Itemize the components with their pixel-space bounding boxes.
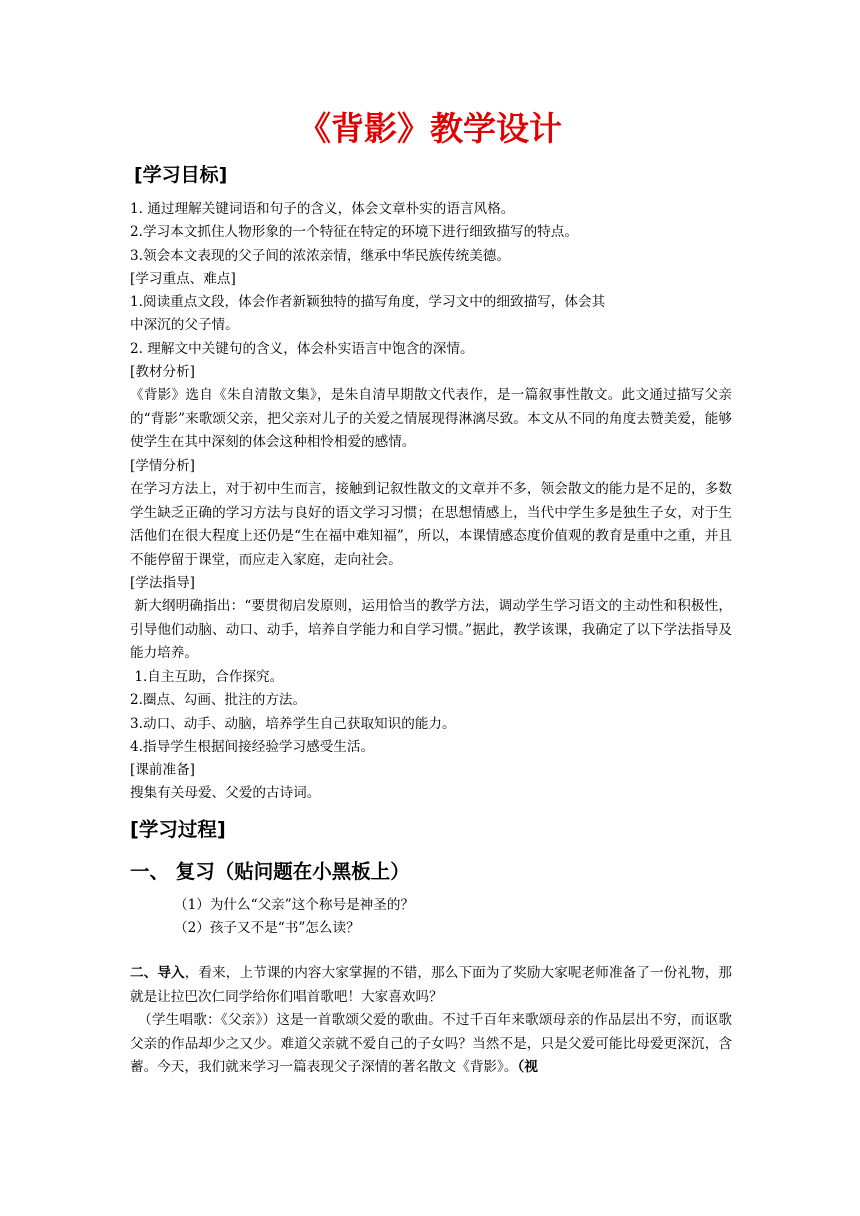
- key-point-item: 1.阅读重点文段，体会作者新颖独特的描写角度，学习文中的细致描写，体会其: [130, 294, 606, 311]
- prep-text: 搜集有关母爱、父爱的古诗词。: [130, 785, 321, 802]
- method-item: 4.指导学生根据间接经验学习感受生活。: [130, 738, 375, 755]
- goals-heading: [学习目标]: [134, 164, 228, 186]
- prep-heading: [课前准备]: [130, 762, 195, 779]
- material-heading: [教材分析]: [130, 364, 195, 381]
- song-paragraph: [130, 1009, 732, 1080]
- goal-item: 3.领会本文表现的父子间的浓浓亲情，继承中华民族传统美德。: [130, 247, 510, 264]
- document-body: [130, 162, 732, 1080]
- key-point-item-cont: 中深沉的父子情。: [130, 317, 239, 334]
- students-heading: [学情分析]: [130, 457, 195, 474]
- material-text: 《背影》选自《朱自清散文集》，是朱自清早期散文代表作，是一篇叙事性散文。此文通过描写父亲的“背影”来歌颂父亲，把父亲对儿子的关爱之情展现得淋漓尽致。本文从不同的角度去赞美爱，能够使学生在其中深刻的体会这种相怜相爱的感情。: [130, 387, 732, 451]
- method-item: 2.圈点、勾画、批注的方法。: [130, 692, 307, 709]
- review-question: （2）孩子又不是“书”怎么读？: [174, 920, 360, 937]
- process-heading: [学习过程]: [130, 817, 226, 841]
- goal-item: 2.学习本文抓住人物形象的一个特征在特定的环境下进行细致描写的特点。: [130, 224, 578, 241]
- song-tail: （视: [517, 1059, 538, 1076]
- review-question: （1）为什么“父亲”这个称号是神圣的？: [174, 896, 415, 913]
- page-title: 《背影》教学设计: [298, 109, 562, 148]
- key-point-item: 2. 理解文中关键句的含义，体会朴实语言中饱含的深情。: [130, 340, 474, 357]
- method-text: 新大纲明确指出：“要贯彻启发原则，运用恰当的教学方法，调动学生学习语文的主动性和积极性，引导他们动脑、动口、动手，培养自学能力和自学习惯。”据此，教学该课，我确定了以下学法指导及能力培养。: [130, 598, 732, 662]
- intro-label: 二、导入: [130, 965, 185, 982]
- method-heading: [学法指导]: [130, 575, 195, 592]
- students-text: 在学习方法上，对于初中生而言，接触到记叙性散文的文章并不多，领会散文的能力是不足的，多数学生缺乏正确的学习方法与良好的语文学习习惯；在思想情感上，当代中学生多是独生子女，对于生活他们在很大程度上还仍是“生在福中难知福”，所以，本课情感态度价值观的教育是重中之重，并且不能停留于课堂，而应走入家庭，走向社会。: [130, 481, 732, 568]
- key-points-heading: [学习重点、难点]: [130, 270, 236, 287]
- song-text: （学生唱歌：《父亲》）这是一首歌颂父爱的歌曲。不过千百年来歌颂母亲的作品层出不穷，而讴歌父亲的作品却少之又少。难道父亲就不爱自己的子女吗？当然不是，只是父爱可能比母爱更深沉，含蓄。今天，我们就来学习一篇表现父子深情的著名散文《背影》。: [130, 1012, 732, 1076]
- intro-paragraph: [130, 962, 732, 1009]
- intro-text: ，看来，上节课的内容大家掌握的不错，那么下面为了奖励大家呢老师准备了一份礼物，那就是让拉巴次仁同学给你们唱首歌吧！大家喜欢吗？: [130, 965, 733, 1005]
- goal-item: 1. 通过理解关键词语和句子的含义，体会文章朴实的语言风格。: [130, 201, 515, 217]
- review-heading: 一、 复习（贴问题在小黑板上）: [130, 859, 410, 883]
- method-item: 3.动口、动手、动脑，培养学生自己获取知识的能力。: [130, 715, 456, 732]
- method-item: 1.自主互助，合作探究。: [130, 668, 284, 685]
